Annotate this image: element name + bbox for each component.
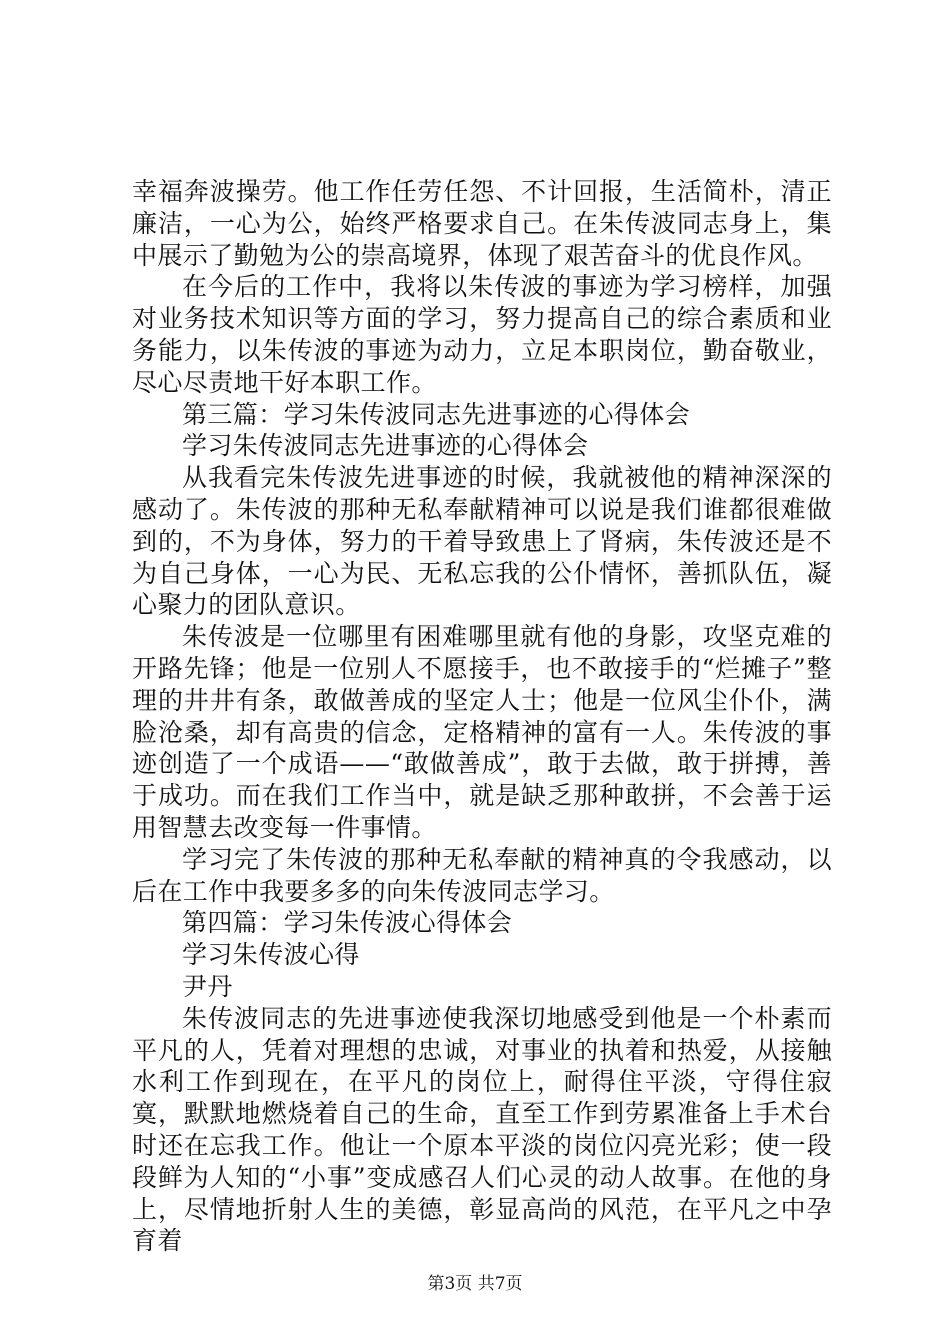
section-heading-4: 第四篇：学习朱传波心得体会 — [182, 908, 513, 938]
paragraph-5: 从我看完朱传波先进事迹的时候，我就被他的精神深深的感动了。朱传波的那种无私奉献精神可以说是我们谁都很难做到的，不为身体，努力的干着导致患上了肾病，朱传波还是不为自己身体，一心为民、无私忘我的公仆情怀，善抓队伍，凝心聚力的团队意识。 — [132, 463, 832, 620]
article-title-4: 学习朱传波心得 — [182, 940, 360, 970]
section-heading-3: 第三篇：学习朱传波同志先进事迹的心得体会 — [182, 399, 691, 429]
page-number-footer: 第3页 共7页 — [427, 1274, 523, 1294]
paragraph-6: 朱传波是一位哪里有困难哪里就有他的身影，攻坚克难的开路先锋；他是一位别人不愿接手，也不敢接手的“烂摊子”整理的井井有条，敢做善成的坚定人士；他是一位风尘仆仆，满脸沧桑，却有高贵的信念，定格精神的富有一人。朱传波的事迹创造了一个成语——“敢做善成”，敢于去做，敢于拼搏，善于成功。而在我们工作当中，就是缺乏那种敢拼，不会善于运用智慧去改变每一件事情。 — [132, 622, 832, 842]
paragraph-1: 幸福奔波操劳。他工作任劳任怨、不计回报，生活简朴，清正廉洁，一心为公，始终严格要求自己。在朱传波同志身上，集中展示了勤勉为公的崇高境界，体现了艰苦奋斗的优良作风。 — [132, 177, 832, 270]
document-body — [132, 176, 832, 1257]
paragraph-2: 在今后的工作中，我将以朱传波的事迹为学习榜样，加强对业务技术知识等方面的学习，努力提高自己的综合素质和业务能力，以朱传波的事迹为动力，立足本职岗位，勤奋敬业，尽心尽责地干好本职工作。 — [132, 272, 832, 397]
author-name: 尹丹 — [182, 971, 233, 1001]
article-title-3: 学习朱传波同志先进事迹的心得体会 — [182, 431, 589, 461]
paragraph-7: 学习完了朱传波的那种无私奉献的精神真的令我感动，以后在工作中我要多多的向朱传波同志学习。 — [132, 844, 832, 906]
paragraph-11: 朱传波同志的先进事迹使我深切地感受到他是一个朴素而平凡的人，凭着对理想的忠诚，对事业的执着和热爱，从接触水利工作到现在，在平凡的岗位上，耐得住平淡，守得住寂寞，默默地燃烧着自己的生命，直至工作到劳累准备上手术台时还在忘我工作。他让一个原本平淡的岗位闪亮光彩；使一段段鲜为人知的“小事”变成感召人们心灵的动人故事。在他的身上，尽情地折射人生的美德，彰显高尚的风范，在平凡之中孕育着 — [132, 1003, 832, 1256]
